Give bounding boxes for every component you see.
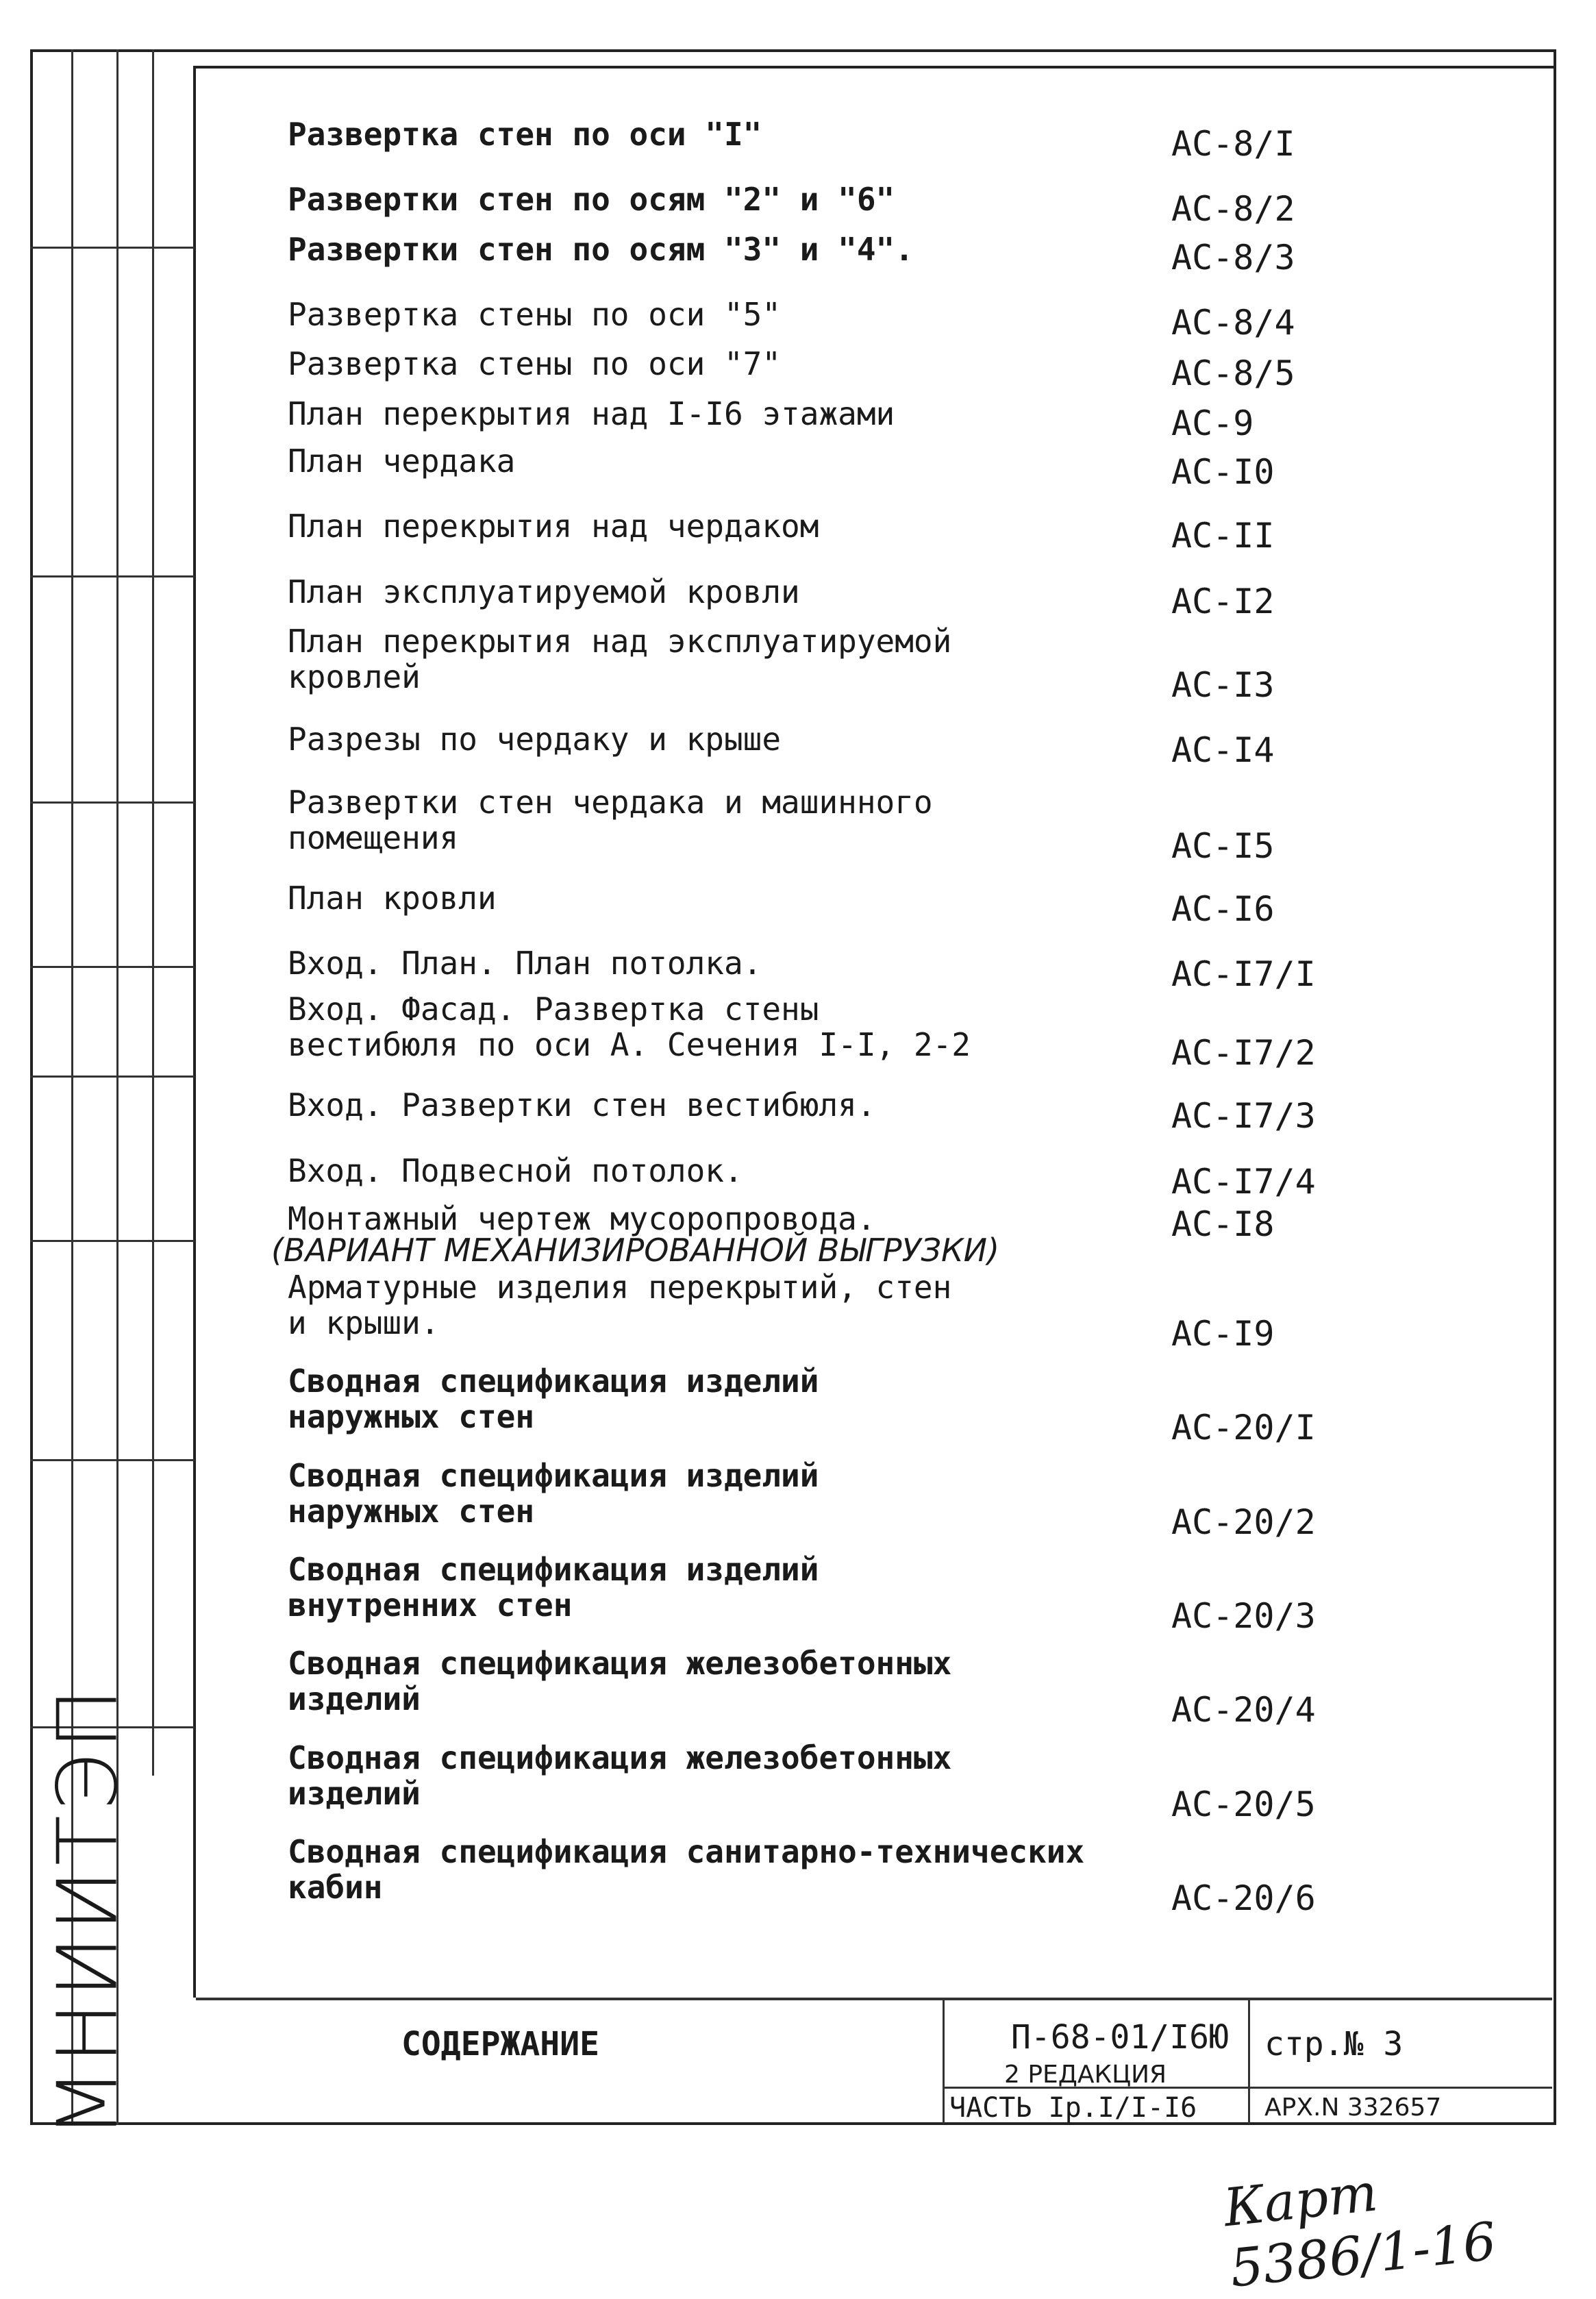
project-code: П-68-01/I6Ю [1011,2018,1229,2056]
binding-line [30,1240,195,1242]
part-number: ЧАСТЬ Iр.I/I-I6 [949,2092,1197,2124]
binding-line [30,1076,195,1078]
title-block-line [196,1998,1552,2000]
binding-line [30,247,195,249]
page-number: стр.№ 3 [1264,2025,1404,2063]
title-block [196,1998,1552,2124]
side-stamp: МНИИТЭП [40,1683,136,2139]
handwritten-note: (ВАРИАНТ МЕХАНИЗИРОВАННОЙ ВЫГРУЗКИ) [271,1232,1000,1269]
handwritten-archive-mark: Карт 5386/1-16 [1221,2161,1499,2299]
document-title: СОДЕРЖАНИЕ [401,2025,599,2063]
binding-line [30,801,195,804]
archive-number: АРХ.N 332657 [1264,2093,1442,2122]
title-block-line [943,1998,945,2124]
edition: 2 РЕДАКЦИЯ [1004,2061,1167,2089]
binding-line [30,1459,195,1461]
binding-line [30,966,195,968]
binding-line [30,575,195,577]
binding-line [152,49,154,1776]
title-block-line [1248,1998,1250,2124]
